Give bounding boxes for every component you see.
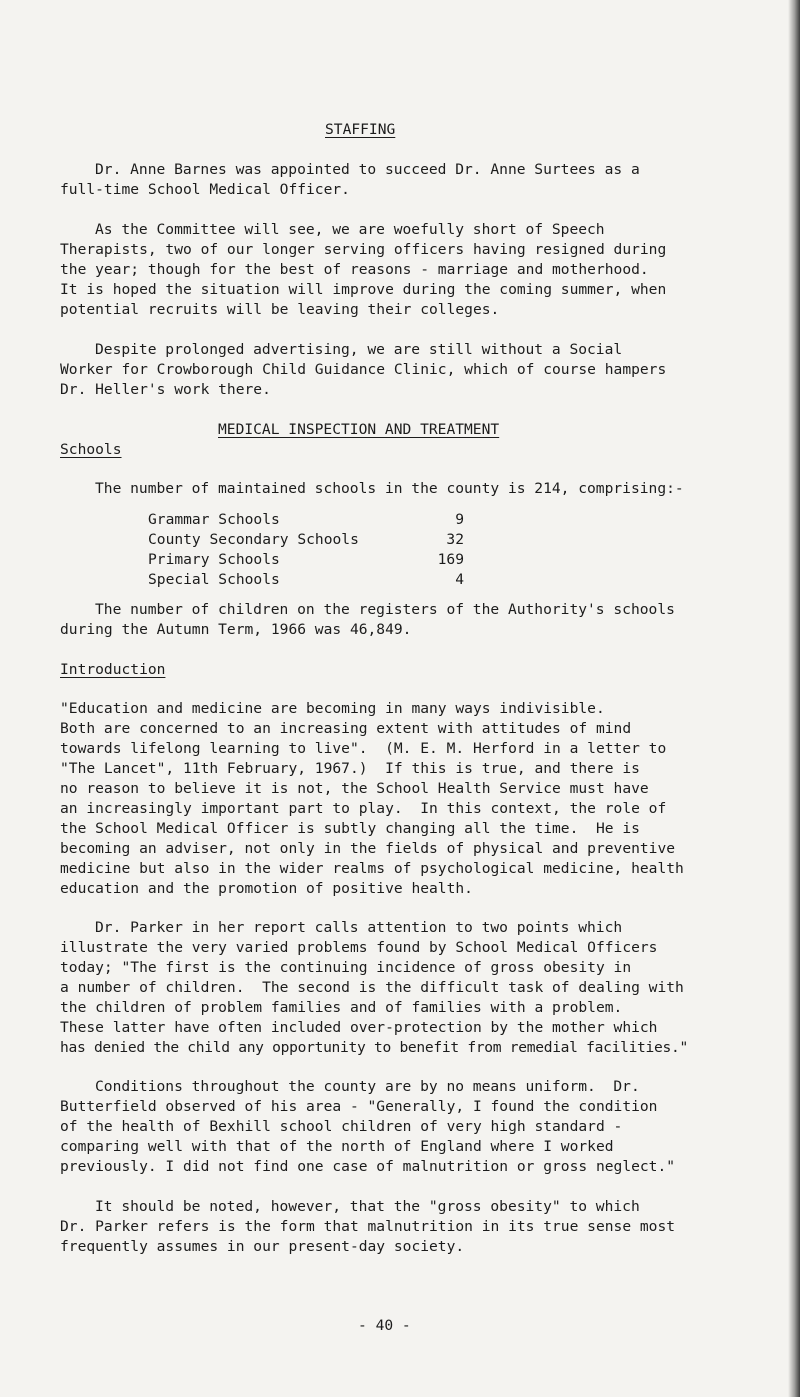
introduction-line: Butterfield observed of his area - "Generally, I found the condition — [60, 1098, 658, 1115]
introduction-line: Dr. Parker refers is the form that malnutrition in its true sense most — [60, 1218, 676, 1235]
schools-line: during the Autumn Term, 1966 was 46,849. — [60, 621, 412, 638]
introduction-line: These latter have often included over-protection by the mother which — [60, 1019, 658, 1036]
staffing-heading: STAFFING — [325, 121, 396, 138]
introduction-line: becoming an adviser, not only in the fields of physical and preventive — [60, 840, 676, 857]
introduction-line: no reason to believe it is not, the School Health Service must have — [60, 780, 649, 797]
staffing-line: Therapists, two of our longer serving officers having resigned during — [60, 241, 667, 258]
introduction-line: "Education and medicine are becoming in many ways indivisible. — [60, 700, 605, 717]
page-number: - 40 - — [358, 1317, 411, 1334]
introduction-line: a number of children. The second is the difficult task of dealing with — [60, 979, 684, 996]
introduction-line: "The Lancet", 11th February, 1967.) If this is true, and there is — [60, 760, 640, 777]
introduction-line: comparing well with that of the north of England where I worked — [60, 1138, 614, 1155]
schools-table-name: Primary Schools — [148, 551, 280, 568]
schools-table-name: Grammar Schools — [148, 511, 280, 528]
introduction-line: Dr. Parker in her report calls attention to two points which — [95, 919, 623, 936]
schools-table-value: 4 — [455, 571, 464, 588]
staffing-line: As the Committee will see, we are woefully short of Speech — [95, 221, 605, 238]
schools-table-name: Special Schools — [148, 571, 280, 588]
staffing-line: Dr. Heller's work there. — [60, 381, 271, 398]
introduction-line: Conditions throughout the county are by no means uniform. Dr. — [95, 1078, 640, 1095]
introduction-line: medicine but also in the wider realms of psychological medicine, health — [60, 860, 684, 877]
introduction-line: today; "The first is the continuing incidence of gross obesity in — [60, 959, 632, 976]
medical-heading: MEDICAL INSPECTION AND TREATMENT — [218, 421, 500, 438]
schools-table-name: County Secondary Schools — [148, 531, 359, 548]
introduction-line: has denied the child any opportunity to benefit from remedial facilities." — [60, 1039, 688, 1056]
introduction-line: the children of problem families and of families with a problem. — [60, 999, 623, 1016]
introduction-line: the School Medical Officer is subtly changing all the time. He is — [60, 820, 640, 837]
introduction-line: of the health of Bexhill school children of very high standard - — [60, 1118, 623, 1135]
schools-heading: Schools — [60, 441, 122, 458]
staffing-line: It is hoped the situation will improve during the coming summer, when — [60, 281, 667, 298]
staffing-line: Worker for Crowborough Child Guidance Clinic, which of course hampers — [60, 361, 667, 378]
introduction-line: an increasingly important part to play. In this context, the role of — [60, 800, 667, 817]
schools-table-value: 32 — [446, 531, 464, 548]
introduction-line: illustrate the very varied problems found by School Medical Officers — [60, 939, 658, 956]
introduction-line: Both are concerned to an increasing extent with attitudes of mind — [60, 720, 632, 737]
introduction-line: education and the promotion of positive health. — [60, 880, 473, 897]
staffing-line: the year; though for the best of reasons - marriage and motherhood. — [60, 261, 649, 278]
staffing-line: full-time School Medical Officer. — [60, 181, 350, 198]
schools-table-value: 9 — [455, 511, 464, 528]
introduction-line: frequently assumes in our present-day society. — [60, 1238, 465, 1255]
introduction-heading: Introduction — [60, 661, 166, 678]
introduction-line: towards lifelong learning to live". (M. E. M. Herford in a letter to — [60, 740, 667, 757]
staffing-line: Dr. Anne Barnes was appointed to succeed Dr. Anne Surtees as a — [95, 161, 640, 178]
page-edge-shadow — [788, 0, 800, 1397]
schools-intro: The number of maintained schools in the county is 214, comprising:- — [95, 480, 684, 497]
introduction-line: previously. I did not find one case of malnutrition or gross neglect." — [60, 1158, 676, 1175]
staffing-line: Despite prolonged advertising, we are still without a Social — [95, 341, 623, 358]
schools-line: The number of children on the registers of the Authority's schools — [95, 601, 675, 618]
schools-table-value: 169 — [437, 551, 464, 568]
staffing-line: potential recruits will be leaving their colleges. — [60, 301, 500, 318]
introduction-line: It should be noted, however, that the "gross obesity" to which — [95, 1198, 640, 1215]
